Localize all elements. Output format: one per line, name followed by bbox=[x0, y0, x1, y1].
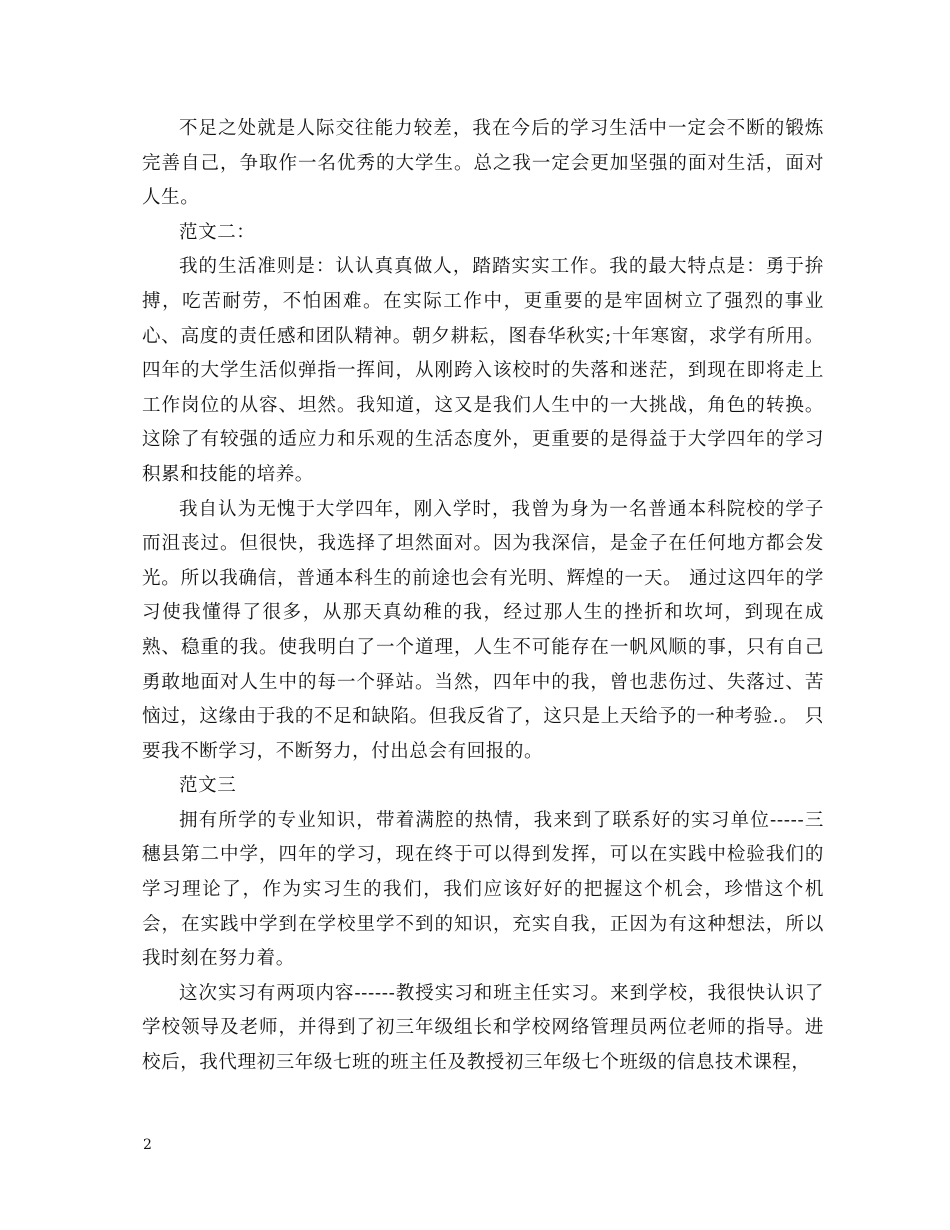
paragraph-internship-content: 这次实习有两项内容------教授实习和班主任实习。来到学校，我很快认识了学校领导及老师，并得到了初三年级组长和学校网络管理员两位老师的指导。进校后，我代理初三年级七班的班主任及教授初三年级七个班级的信息技术课程， bbox=[142, 982, 824, 1074]
heading-sample-three: 范文三 bbox=[179, 775, 237, 797]
paragraph-internship-arrival: 拥有所学的专业知识，带着满腔的热情，我来到了联系好的实习单位-----三穗县第二中学，四年的学习，现在终于可以得到发挥，可以在实践中检验我们的学习理论了，作为实习生的我们，我们应该好好的把握这个机会，珍惜这个机会，在实践中学到在学校里学不到的知识，充实自我，正因为有这种想法，所以我时刻在努力着。 bbox=[142, 809, 824, 970]
page-number: 2 bbox=[143, 1137, 152, 1153]
document-body bbox=[142, 112, 824, 1081]
paragraph-shortcomings: 不足之处就是人际交往能力较差，我在今后的学习生活中一定会不断的锻炼完善自己，争取作一名优秀的大学生。总之我一定会更加坚强的面对生活，面对人生。 bbox=[142, 118, 824, 209]
heading-sample-two: 范文二： bbox=[179, 221, 256, 243]
paragraph-four-years: 我自认为无愧于大学四年，刚入学时，我曾为身为一名普通本科院校的学子而沮丧过。但很快，我选择了坦然面对。因为我深信，是金子在任何地方都会发光。所以我确信，普通本科生的前途也会有光明、辉煌的一天。 通过这四年的学习使我懂得了很多，从那天真幼稚的我，经过那人生的挫折和坎坷，到现在成熟、稳重的我。使我明白了一个道理，人生不可能存在一帆风顺的事，只有自己勇敢地面对人生中的每一个驿站。当然，四年中的我，曾也悲伤过、失落过、苦恼过，这缘由于我的不足和缺陷。但我反省了，这只是上天给予的一种考验.。 只要我不断学习，不断努力，付出总会有回报的。 bbox=[142, 498, 824, 762]
paragraph-life-principles: 我的生活准则是：认认真真做人，踏踏实实工作。我的最大特点是：勇于拚搏，吃苦耐劳，不怕困难。在实际工作中，更重要的是牢固树立了强烈的事业心、高度的责任感和团队精神。朝夕耕耘，图春华秋实;十年寒窗，求学有所用。 四年的大学生活似弹指一挥间，从刚跨入该校时的失落和迷茫，到现在即将走上工作岗位的从容、坦然。我知道，这又是我们人生中的一大挑战，角色的转换。这除了有较强的适应力和乐观的生活态度外，更重要的是得益于大学四年的学习积累和技能的培养。 bbox=[142, 256, 824, 485]
